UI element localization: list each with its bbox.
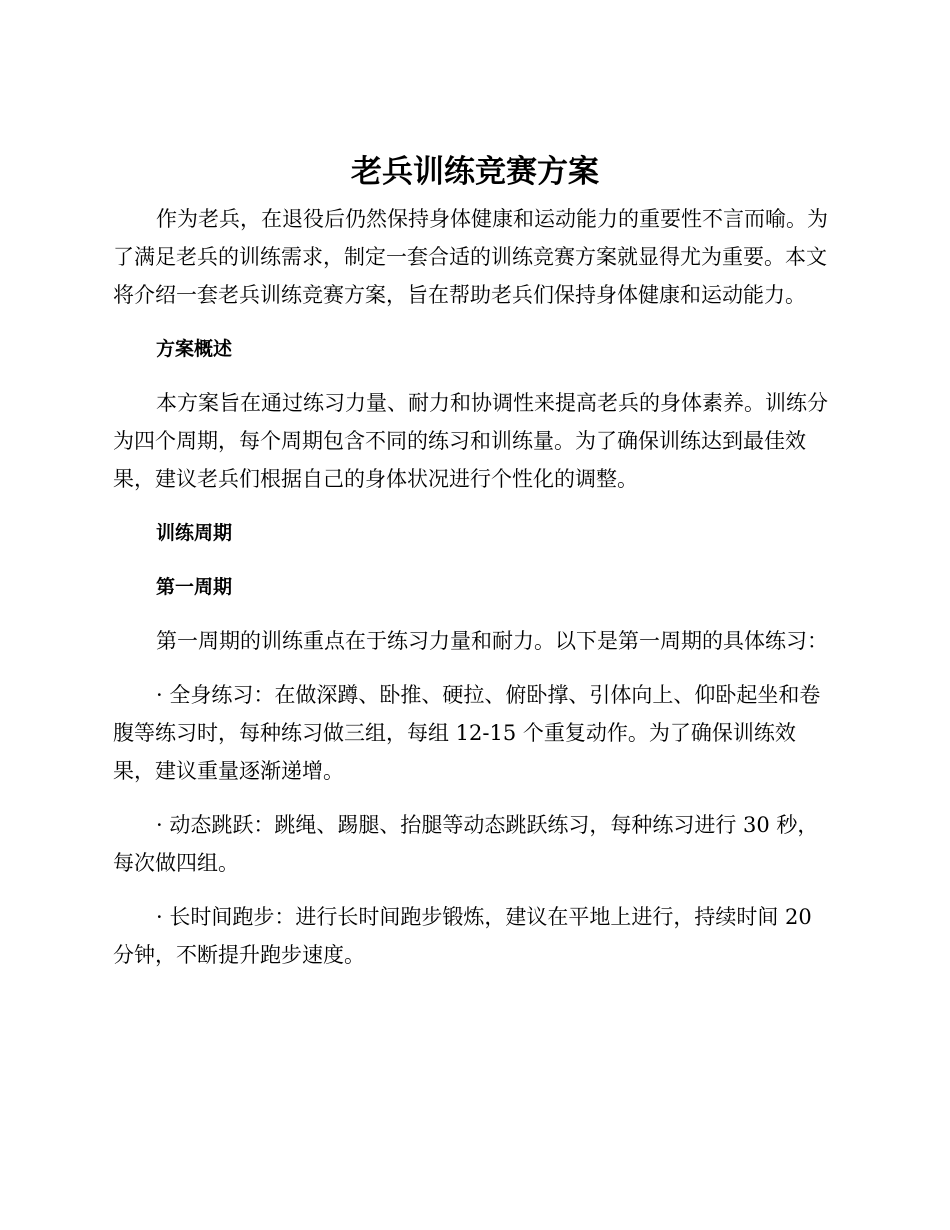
cycle1-heading: 第一周期 (156, 576, 233, 598)
overview-paragraph: 本方案旨在通过练习力量、耐力和协调性来提高老兵的身体素养。训练分为四个周期，每个周期包含不同的练习和训练量。为了确保训练达到最佳效果，建议老兵们根据自己的身体状况进行个性化的调整。 (113, 391, 828, 491)
bullet-item: · 长时间跑步：进行长时间跑步锻炼，建议在平地上进行，持续时间 20 分钟，不断提升跑步速度。 (113, 905, 812, 967)
intro-paragraph: 作为老兵，在退役后仍然保持身体健康和运动能力的重要性不言而喻。为了满足老兵的训练需求，制定一套合适的训练竞赛方案就显得尤为重要。本文将介绍一套老兵训练竞赛方案，旨在帮助老兵们保持身体健康和运动能力。 (113, 207, 828, 307)
section-heading-overview: 方案概述 (156, 338, 233, 360)
bullet-item: · 动态跳跃：跳绳、踢腿、抬腿等动态跳跃练习，每种练习进行 30 秒，每次做四组。 (113, 813, 819, 875)
document-title: 老兵训练竞赛方案 (351, 154, 599, 190)
section-heading-cycles: 训练周期 (156, 522, 233, 544)
bullet-item: · 全身练习：在做深蹲、卧推、硬拉、俯卧撑、引体向上、仰卧起坐和卷腹等练习时，每种练习做三组，每组 12-15 个重复动作。为了确保训练效果，建议重量逐渐递增。 (113, 683, 821, 783)
document-body (113, 200, 833, 990)
cycle1-paragraph: 第一周期的训练重点在于练习力量和耐力。以下是第一周期的具体练习： (156, 629, 828, 653)
